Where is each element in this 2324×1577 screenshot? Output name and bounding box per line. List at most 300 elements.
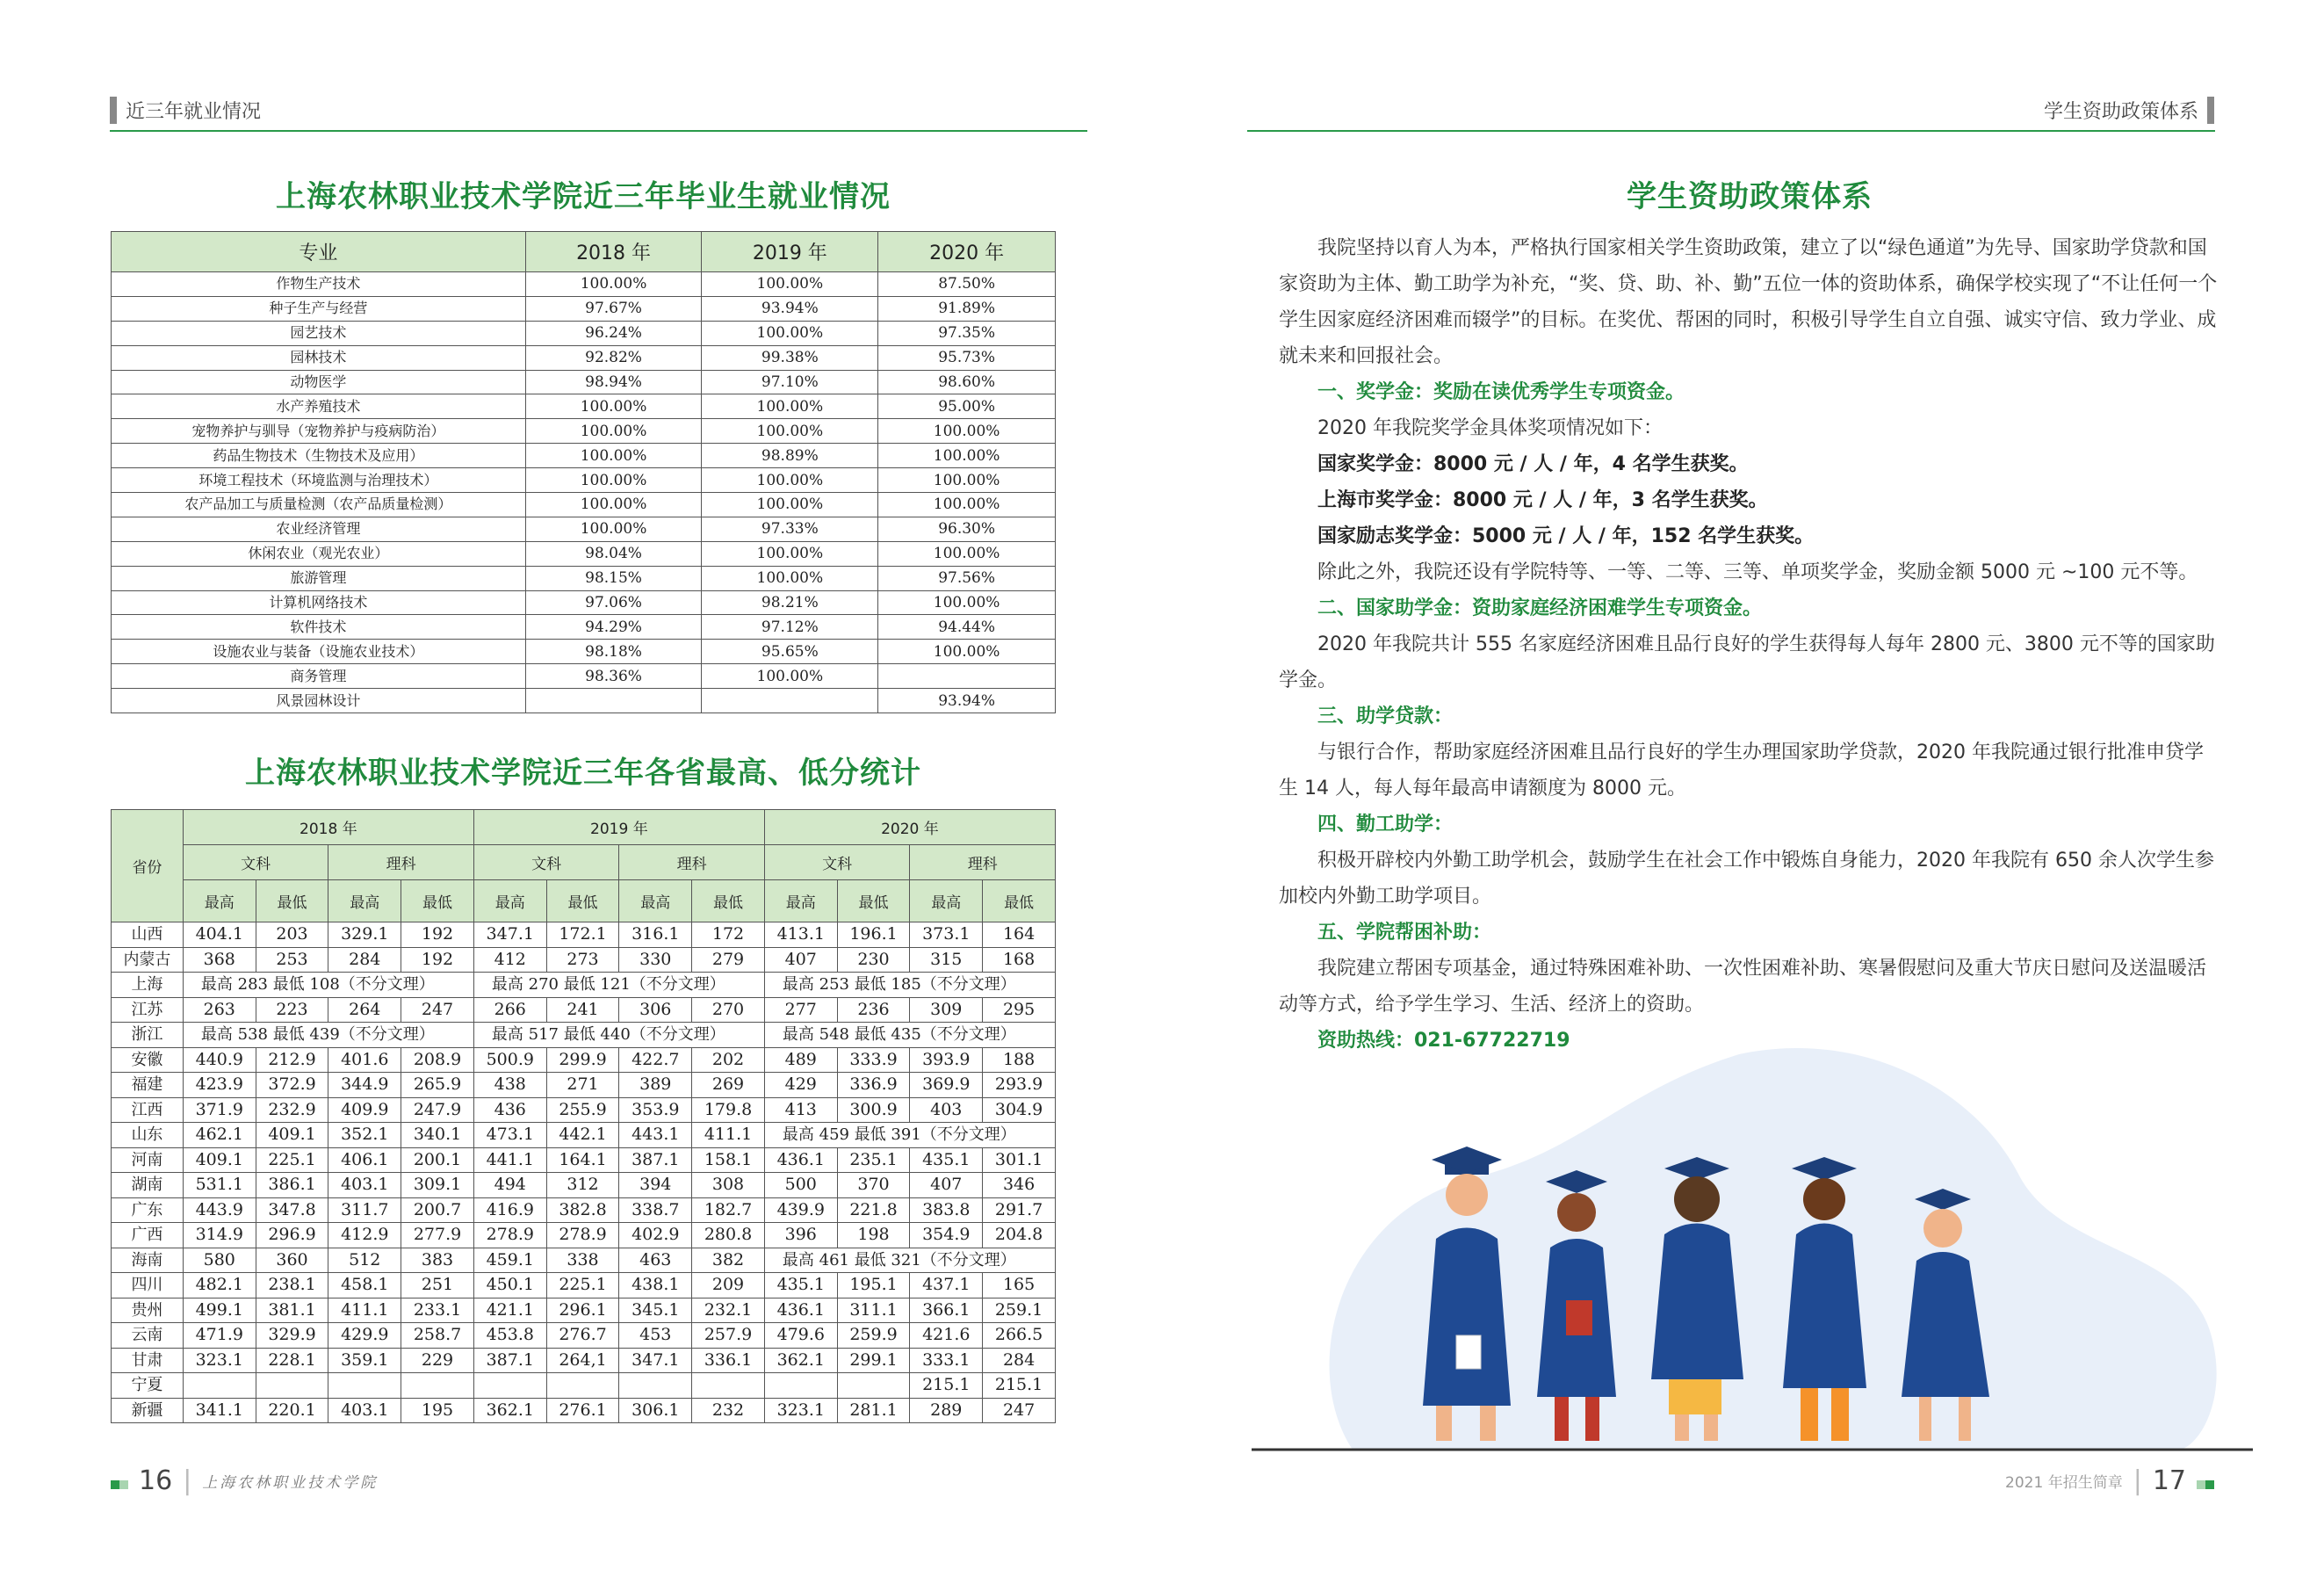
score-cell: 362.1: [473, 1398, 546, 1423]
score-cell: 269: [692, 1073, 765, 1098]
score-cell: 463: [619, 1248, 692, 1273]
score-cell: 387.1: [619, 1147, 692, 1173]
province-cell: 福建: [112, 1073, 184, 1098]
score-cell: 316.1: [619, 922, 692, 948]
table-row: [112, 1273, 1056, 1298]
score-cell: [837, 1373, 910, 1399]
metric-header: 最高: [183, 880, 256, 922]
score-cell: 440.9: [183, 1047, 256, 1073]
table-row: [112, 1223, 1056, 1248]
score-cell: 215.1: [910, 1373, 983, 1399]
score-cell: 489: [764, 1047, 837, 1073]
score-cell: 368: [183, 947, 256, 973]
table-row: [112, 1097, 1056, 1123]
score-cell: 347.8: [256, 1197, 328, 1223]
score-cell: 436.1: [764, 1298, 837, 1323]
major-cell: 园艺技术: [112, 321, 526, 345]
subject-header: 文科: [764, 845, 910, 880]
rate-cell: 100.00%: [878, 541, 1056, 566]
score-cell: 172.1: [546, 922, 619, 948]
score-cell: 341.1: [183, 1398, 256, 1423]
province-cell: 河南: [112, 1147, 184, 1173]
metric-header: 最高: [328, 880, 401, 922]
score-cell: 439.9: [764, 1197, 837, 1223]
rate-cell: [878, 664, 1056, 689]
rate-cell: 98.15%: [525, 566, 702, 590]
province-cell: 江苏: [112, 997, 184, 1023]
score-cell: 373.1: [910, 922, 983, 948]
metric-header: 最高: [473, 880, 546, 922]
score-cell: 347.1: [619, 1348, 692, 1373]
aid-content: [1279, 230, 2220, 1059]
score-cell: 411.1: [328, 1298, 401, 1323]
score-cell: 362.1: [764, 1348, 837, 1373]
employment-table: [111, 231, 1056, 713]
rate-cell: 91.89%: [878, 296, 1056, 321]
score-cell: 179.8: [692, 1097, 765, 1123]
score-cell: 276.1: [546, 1398, 619, 1423]
score-cell: 393.9: [910, 1047, 983, 1073]
rate-cell: 98.21%: [702, 590, 878, 615]
score-cell: 441.1: [473, 1147, 546, 1173]
table-row: [112, 370, 1056, 394]
aid-hotline: 资助热线：021-67722719: [1317, 1030, 1570, 1052]
score-cell: 164.1: [546, 1147, 619, 1173]
province-cell: 甘肃: [112, 1348, 184, 1373]
province-cell: 山东: [112, 1123, 184, 1148]
score-cell: 295: [983, 997, 1056, 1023]
score-cell: 200.1: [401, 1147, 474, 1173]
metric-header: 最高: [764, 880, 837, 922]
score-cell: 296.9: [256, 1223, 328, 1248]
score-cell: 421.6: [910, 1323, 983, 1349]
score-cell: 200.7: [401, 1197, 474, 1223]
score-cell: 196.1: [837, 922, 910, 948]
rate-cell: 97.56%: [878, 566, 1056, 590]
score-cell: 188: [983, 1047, 1056, 1073]
score-cell: [473, 1373, 546, 1399]
score-cell: 233.1: [401, 1298, 474, 1323]
score-cell: 266: [473, 997, 546, 1023]
table-row: [112, 1073, 1056, 1098]
aid-paragraph: 与银行合作，帮助家庭经济困难且品行良好的学生办理国家助学贷款，2020 年我院通过银行批准申贷学生 14 人，每人每年最高申请额度为 8000 元。: [1279, 741, 2204, 799]
rate-cell: 95.73%: [878, 345, 1056, 370]
score-cell: 453: [619, 1323, 692, 1349]
rate-cell: 95.65%: [702, 640, 878, 664]
score-cell: [692, 1373, 765, 1399]
score-cell: 409.1: [256, 1123, 328, 1148]
metric-header: 最低: [983, 880, 1056, 922]
table-row: [112, 973, 1056, 998]
score-cell: 215.1: [983, 1373, 1056, 1399]
score-cell: 409.9: [328, 1097, 401, 1123]
major-cell: 环境工程技术（环境监测与治理技术）: [112, 468, 526, 493]
rate-cell: 98.18%: [525, 640, 702, 664]
footer-right: 2021 年招生简章 | 17: [2005, 1465, 2214, 1496]
score-cell: 204.8: [983, 1223, 1056, 1248]
page-number-left: 16: [139, 1465, 173, 1496]
score-cell: 403.1: [328, 1398, 401, 1423]
score-cell: 236: [837, 997, 910, 1023]
score-cell: 172: [692, 922, 765, 948]
employment-column-header: 2020 年: [878, 232, 1056, 272]
rate-cell: 97.12%: [702, 615, 878, 640]
score-cell: 471.9: [183, 1323, 256, 1349]
score-cell: 580: [183, 1248, 256, 1273]
employment-column-header: 专业: [112, 232, 526, 272]
table-row: [112, 419, 1056, 444]
score-cell: 229: [401, 1348, 474, 1373]
score-cell: 462.1: [183, 1123, 256, 1148]
table-row: [112, 947, 1056, 973]
score-cell: 499.1: [183, 1298, 256, 1323]
province-cell: 湖南: [112, 1173, 184, 1198]
score-cell: 429: [764, 1073, 837, 1098]
score-cell: 436.1: [764, 1147, 837, 1173]
score-cell: 264,1: [546, 1348, 619, 1373]
score-cell: 360: [256, 1248, 328, 1273]
score-cell: 382.8: [546, 1197, 619, 1223]
province-cell: 海南: [112, 1248, 184, 1273]
aid-section-heading: 五、学院帮困补助：: [1317, 922, 1492, 944]
score-cell: 396: [764, 1223, 837, 1248]
rate-cell: 100.00%: [525, 419, 702, 444]
province-cell: 广东: [112, 1197, 184, 1223]
table-row: [112, 1197, 1056, 1223]
score-cell: 401.6: [328, 1047, 401, 1073]
score-cell: 251: [401, 1273, 474, 1298]
score-cell: 164: [983, 922, 1056, 948]
aid-paragraph: 我院建立帮困专项基金，通过特殊困难补助、一次性困难补助、寒暑假慰问及重大节庆日慰问及送温暖活动等方式，给予学生学习、生活、经济上的资助。: [1279, 958, 2207, 1016]
score-cell: [619, 1373, 692, 1399]
rate-cell: 87.50%: [878, 272, 1056, 297]
table-row: [112, 566, 1056, 590]
score-cell: 383: [401, 1248, 474, 1273]
score-cell: 338.7: [619, 1197, 692, 1223]
score-cell: 165: [983, 1273, 1056, 1298]
score-cell: 344.9: [328, 1073, 401, 1098]
score-cell: 279: [692, 947, 765, 973]
rate-cell: 100.00%: [525, 517, 702, 541]
metric-header: 最低: [546, 880, 619, 922]
score-cell: 346: [983, 1173, 1056, 1198]
score-cell: [183, 1373, 256, 1399]
score-cell: 221.8: [837, 1197, 910, 1223]
major-cell: 计算机网络技术: [112, 590, 526, 615]
score-cell: 409.1: [183, 1147, 256, 1173]
score-cell: 438.1: [619, 1273, 692, 1298]
score-cell: 329.9: [256, 1323, 328, 1349]
score-cell: 443.9: [183, 1197, 256, 1223]
rate-cell: 100.00%: [702, 566, 878, 590]
score-cell: 406.1: [328, 1147, 401, 1173]
score-cell: 289: [910, 1398, 983, 1423]
rate-cell: [702, 689, 878, 713]
score-cell: 223: [256, 997, 328, 1023]
footer-squares-icon: [2197, 1465, 2214, 1496]
score-cell: 323.1: [764, 1398, 837, 1423]
score-cell: 345.1: [619, 1298, 692, 1323]
aid-bold-line: 国家奖学金：8000 元 / 人 / 年，4 名学生获奖。: [1317, 453, 1749, 475]
metric-header: 最低: [256, 880, 328, 922]
major-cell: 农业经济管理: [112, 517, 526, 541]
header-divider-left: [110, 130, 1087, 132]
score-cell: 312: [546, 1173, 619, 1198]
score-cell: 473.1: [473, 1123, 546, 1148]
table-row: [112, 1373, 1056, 1399]
score-cell: 437.1: [910, 1273, 983, 1298]
major-cell: 园林技术: [112, 345, 526, 370]
score-cell: 479.6: [764, 1323, 837, 1349]
score-cell: 389: [619, 1073, 692, 1098]
score-cell: 278.9: [546, 1223, 619, 1248]
table-row: [112, 345, 1056, 370]
score-cell: 314.9: [183, 1223, 256, 1248]
score-cell: 494: [473, 1173, 546, 1198]
score-cell: 500.9: [473, 1047, 546, 1073]
rate-cell: 100.00%: [525, 394, 702, 419]
table-row: [112, 1147, 1056, 1173]
rate-cell: [525, 689, 702, 713]
score-cell: 259.1: [983, 1298, 1056, 1323]
score-cell: 371.9: [183, 1097, 256, 1123]
score-cell: 403.1: [328, 1173, 401, 1198]
score-cell: 453.8: [473, 1323, 546, 1349]
rate-cell: 97.10%: [702, 370, 878, 394]
rate-cell: 96.24%: [525, 321, 702, 345]
footer-left: 16 | 上海农林职业技术学院: [111, 1465, 378, 1496]
score-cell: 442.1: [546, 1123, 619, 1148]
score-cell: 228.1: [256, 1348, 328, 1373]
aid-paragraph: 2020 年我院奖学金具体奖项情况如下：: [1317, 417, 1663, 439]
score-cell: 359.1: [328, 1348, 401, 1373]
score-cell: 230: [837, 947, 910, 973]
score-cell: 366.1: [910, 1298, 983, 1323]
table-row: [112, 1173, 1056, 1198]
score-cell: 353.9: [619, 1097, 692, 1123]
table-row: [112, 1047, 1056, 1073]
aid-paragraph: 积极开辟校内外勤工助学机会，鼓励学生在社会工作中锻炼自身能力，2020 年我院有 650 余人次学生参加校内外勤工助学项目。: [1279, 850, 2214, 908]
score-cell: 311.7: [328, 1197, 401, 1223]
table-row: [112, 615, 1056, 640]
score-cell: 422.7: [619, 1047, 692, 1073]
aid-section-heading: 三、助学贷款：: [1317, 705, 1454, 727]
year-header: 2020 年: [764, 810, 1055, 845]
major-cell: 作物生产技术: [112, 272, 526, 297]
major-cell: 旅游管理: [112, 566, 526, 590]
province-cell: 广西: [112, 1223, 184, 1248]
score-cell: 158.1: [692, 1147, 765, 1173]
aid-bold-line: 国家励志奖学金：5000 元 / 人 / 年，152 名学生获奖。: [1317, 525, 1815, 547]
score-cell: 208.9: [401, 1047, 474, 1073]
table-row: [112, 272, 1056, 297]
province-cell: 上海: [112, 973, 184, 998]
score-cell: 265.9: [401, 1073, 474, 1098]
score-cell: 304.9: [983, 1097, 1056, 1123]
rate-cell: 100.00%: [702, 394, 878, 419]
score-cell: 238.1: [256, 1273, 328, 1298]
score-cell: 277.9: [401, 1223, 474, 1248]
merged-score-cell: 最高 270 最低 121（不分文理）: [473, 973, 764, 998]
rate-cell: 98.36%: [525, 664, 702, 689]
footer-squares-icon: [111, 1465, 128, 1496]
score-cell: 347.1: [473, 922, 546, 948]
score-cell: 198: [837, 1223, 910, 1248]
score-cell: 281.1: [837, 1398, 910, 1423]
score-cell: 403: [910, 1097, 983, 1123]
score-cell: 306.1: [619, 1398, 692, 1423]
score-cell: 308: [692, 1173, 765, 1198]
score-cell: 407: [910, 1173, 983, 1198]
rate-cell: 100.00%: [702, 419, 878, 444]
score-cell: 352.1: [328, 1123, 401, 1148]
table-row: [112, 493, 1056, 517]
rate-cell: 100.00%: [878, 444, 1056, 468]
rate-cell: 97.33%: [702, 517, 878, 541]
score-cell: 338: [546, 1248, 619, 1273]
score-cell: 413.1: [764, 922, 837, 948]
score-cell: [401, 1373, 474, 1399]
rate-cell: 100.00%: [702, 321, 878, 345]
score-cell: 333.1: [910, 1348, 983, 1373]
subject-header: 文科: [473, 845, 619, 880]
metric-header: 最低: [401, 880, 474, 922]
score-cell: 247: [983, 1398, 1056, 1423]
rate-cell: 100.00%: [702, 541, 878, 566]
score-cell: 247.9: [401, 1097, 474, 1123]
score-cell: 232: [692, 1398, 765, 1423]
score-cell: 296.1: [546, 1298, 619, 1323]
score-cell: [546, 1373, 619, 1399]
subject-header: 理科: [328, 845, 474, 880]
rate-cell: 100.00%: [702, 664, 878, 689]
score-cell: 435.1: [764, 1273, 837, 1298]
score-cell: 438: [473, 1073, 546, 1098]
metric-header: 最低: [692, 880, 765, 922]
aid-section-heading: 二、国家助学金：资助家庭经济困难学生专项资金。: [1317, 597, 1763, 619]
rate-cell: 99.38%: [702, 345, 878, 370]
score-cell: [256, 1373, 328, 1399]
province-cell: 内蒙古: [112, 947, 184, 973]
score-cell: 413: [764, 1097, 837, 1123]
rate-cell: 93.94%: [702, 296, 878, 321]
major-cell: 软件技术: [112, 615, 526, 640]
merged-score-cell: 最高 253 最低 185（不分文理）: [764, 973, 1055, 998]
major-cell: 药品生物技术（生物技术及应用）: [112, 444, 526, 468]
major-cell: 农产品加工与质量检测（农产品质量检测）: [112, 493, 526, 517]
table-row: [112, 664, 1056, 689]
score-cell: 284: [328, 947, 401, 973]
rate-cell: 97.35%: [878, 321, 1056, 345]
school-signature: 上海农林职业技术学院: [202, 1474, 379, 1492]
major-cell: 风景园林设计: [112, 689, 526, 713]
table-row: [112, 1348, 1056, 1373]
score-cell: 340.1: [401, 1123, 474, 1148]
province-cell: 江西: [112, 1097, 184, 1123]
rate-cell: 100.00%: [702, 468, 878, 493]
score-cell: 458.1: [328, 1273, 401, 1298]
score-cell: 309.1: [401, 1173, 474, 1198]
table-row: [112, 444, 1056, 468]
aid-section-heading: 一、奖学金：奖励在读优秀学生专项资金。: [1317, 381, 1685, 403]
score-cell: 416.9: [473, 1197, 546, 1223]
score-cell: 336.1: [692, 1348, 765, 1373]
score-cell: 404.1: [183, 922, 256, 948]
table-row: [112, 1248, 1056, 1273]
province-cell: 新疆: [112, 1398, 184, 1423]
province-cell: 宁夏: [112, 1373, 184, 1399]
subject-header: 文科: [183, 845, 328, 880]
subject-header: 理科: [910, 845, 1056, 880]
score-cell: 255.9: [546, 1097, 619, 1123]
score-cell: 263: [183, 997, 256, 1023]
major-cell: 动物医学: [112, 370, 526, 394]
score-cell: 212.9: [256, 1047, 328, 1073]
province-cell: 四川: [112, 1273, 184, 1298]
major-cell: 种子生产与经营: [112, 296, 526, 321]
score-cell: 266.5: [983, 1323, 1056, 1349]
score-cell: 300.9: [837, 1097, 910, 1123]
province-header: 省份: [112, 810, 184, 922]
score-cell: [328, 1373, 401, 1399]
score-cell: 383.8: [910, 1197, 983, 1223]
rate-cell: 96.30%: [878, 517, 1056, 541]
rate-cell: 98.60%: [878, 370, 1056, 394]
score-cell: 291.7: [983, 1197, 1056, 1223]
subject-header: 理科: [619, 845, 765, 880]
table-row: [112, 468, 1056, 493]
merged-score-cell: 最高 283 最低 108（不分文理）: [183, 973, 473, 998]
rate-cell: 98.94%: [525, 370, 702, 394]
score-cell: 436: [473, 1097, 546, 1123]
score-cell: 482.1: [183, 1273, 256, 1298]
score-cell: 225.1: [256, 1147, 328, 1173]
brochure-title: 2021 年招生简章: [2005, 1474, 2123, 1492]
score-cell: 372.9: [256, 1073, 328, 1098]
year-header: 2018 年: [183, 810, 473, 845]
rate-cell: 98.89%: [702, 444, 878, 468]
scores-table: [111, 809, 1056, 1423]
table-row: [112, 296, 1056, 321]
score-cell: 293.9: [983, 1073, 1056, 1098]
score-cell: 299.1: [837, 1348, 910, 1373]
score-cell: 259.9: [837, 1323, 910, 1349]
score-cell: 429.9: [328, 1323, 401, 1349]
score-cell: 336.9: [837, 1073, 910, 1098]
rate-cell: 100.00%: [702, 493, 878, 517]
table-row: [112, 689, 1056, 713]
score-cell: 443.1: [619, 1123, 692, 1148]
score-cell: 333.9: [837, 1047, 910, 1073]
score-cell: 192: [401, 922, 474, 948]
score-cell: 182.7: [692, 1197, 765, 1223]
table-row: [112, 1298, 1056, 1323]
score-cell: 370: [837, 1173, 910, 1198]
aid-paragraph: 除此之外，我院还设有学院特等、一等、二等、三等、单项奖学金，奖励金额 5000 元 ~100 元不等。: [1317, 561, 2198, 583]
score-cell: 301.1: [983, 1147, 1056, 1173]
score-cell: 394: [619, 1173, 692, 1198]
score-cell: 450.1: [473, 1273, 546, 1298]
score-cell: 354.9: [910, 1223, 983, 1248]
aid-intro: 我院坚持以育人为本，严格执行国家相关学生资助政策，建立了以“绿色通道”为先导、国家助学贷款和国家资助为主体、勤工助学为补充，“奖、贷、助、补、勤”五位一体的资助体系，确保学校实现了“不让任何一个学生因家庭经济困难而辍学”的目标。在奖优、帮困的同时，积极引导学生自立自强、诚实守信、致力学业、成就未来和回报社会。: [1279, 237, 2218, 367]
score-cell: 459.1: [473, 1248, 546, 1273]
metric-header: 最高: [910, 880, 983, 922]
table-row: [112, 394, 1056, 419]
score-cell: 235.1: [837, 1147, 910, 1173]
score-cell: [764, 1373, 837, 1399]
table-row: [112, 541, 1056, 566]
metric-header: 最高: [619, 880, 692, 922]
